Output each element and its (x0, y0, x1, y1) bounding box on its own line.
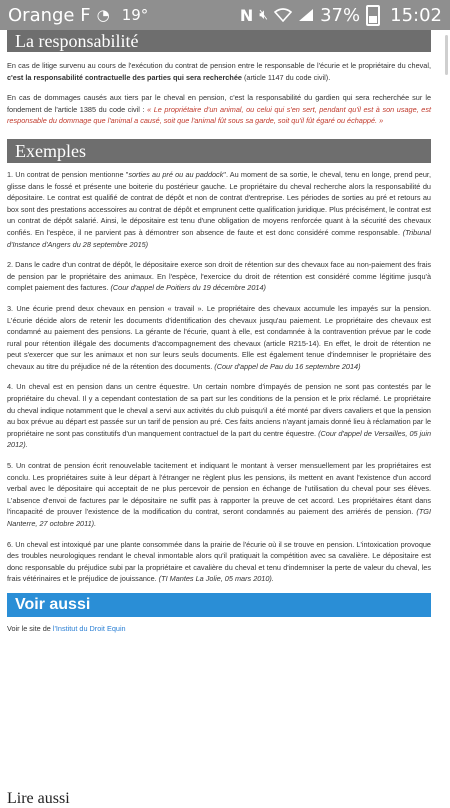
clock: 15:02 (390, 4, 442, 26)
paragraph: En cas de litige survenu au cours de l'exécution du contrat de pension entre le responsable de l'écurie et le propriétaire du cheval, c'est la responsabilité contractuelle des parties qui sera recherchée (article 1147 du code civil). (7, 61, 431, 82)
status-bar (0, 0, 450, 30)
see-also-paragraph: Voir le site de l'Institut du Droit Equin (7, 623, 126, 633)
next-heading: Lire aussi (7, 790, 70, 807)
example-4: 4. Un cheval est en pension dans un centre équestre. Un certain nombre d'impayés de pension ne sont pas contestés par le propriétaire du cheval. Il y a cependant contestation de sa part sur les conditions de la pension et le prix réclamé. Le propriétaire du cheval indique notamment que le cheval a servi aux activités du club puisqu'il a été monté par divers cavaliers et que la pension au box prévue au départ est passée sur un tarif de pension au pré. Ces faits anciens n'ayant jamais donné lieu à réclamation par le propriétaire ne sont pas constitutifs d'un manquement contractuel de la part du centre équestre. (Cour d'appel de Versailles, 05 juin 2012). (7, 382, 431, 450)
example-1: 1. Un contrat de pension mentionne "sorties au pré ou au paddock". Au moment de sa sortie, le cheval, tenu en longe, prend peur, glisse dans le fossé et présente une boiterie du postérieur gauche. Le propriétaire du cheval recherche alors la responsabilité du dépositaire. Le contrat est qualifié de contrat de dépôt et non de contrat d'entreprise. Les périodes de sorties au pré et retours au box sont des prestations accessoires au contrat de dépôt et emprunent cette qualification juridique. Plus précisément, le contrat est un contrat de dépôt salarié. Ainsi, le dépositaire est tenu d'une obligation de moyens renforcée quant à la sécurité des chevaux confiés. En l'espèce, il ne parvient pas à démontrer son absence de faute et est donc considéré comme responsable. (Tribunal d'Instance d'Angers du 28 septembre 2015) (7, 169, 431, 249)
signal-icon (298, 8, 314, 22)
scrollbar[interactable] (445, 35, 448, 75)
carrier-label: Orange F (8, 4, 91, 26)
example-2: 2. Dans le cadre d'un contrat de dépôt, le dépositaire exerce son droit de rétention sur des chevaux face au non-paiement des frais de pension par le propriétaire des animaux. En l'espèce, l'exercice du droit de rétention est considéré comme légitime jusqu'à complet paiement des factures. (Cour d'appel de Poitiers du 19 décembre 2014) (7, 260, 431, 293)
wifi-icon (274, 8, 292, 22)
data-saver-icon: ◔ (96, 6, 110, 24)
section-heading-voir-aussi: Voir aussi (7, 593, 431, 617)
mute-icon: 🔇︎ (259, 7, 269, 23)
temperature-label: 19° (121, 6, 149, 24)
example-5: 5. Un contrat de pension écrit renouvelable tacitement et indiquant le montant à verser mensuellement par les propriétaires est conclu. Les propriétaires suite à leur départ à l'étranger ne règlent plus les pensions, ils mettent en avant l'existence d'un accord verbal avec le dépositaire qui acceptait de ne plus percevoir de pension en échange de l'utilisation du cheval pour ses élèves. L'absence d'envoi de factures par le dépositaire ne suffit pas à rapporter la preuve de cet accord. Les propriétaires étant dans l'incapacité de prouver l'existence de la modification du contrat, seront condamnés au paiement des arriérés de pension. (TGI Nanterre, 27 octobre 2011). (7, 461, 431, 528)
battery-icon (366, 5, 380, 26)
institut-droit-equin-link[interactable]: l'Institut du Droit Equin (52, 623, 126, 633)
nfc-icon: N (239, 5, 254, 25)
paragraph: En cas de dommages causés aux tiers par le cheval en pension, c'est la responsabilité du gardien qui sera recherchée sur le fondement de l'article 1385 du code civil : « Le propriétaire d'un animal, ou celui qui s'en sert, pendant qu'il est à son usage, est responsable du dommage que l'animal a causé, soit que l'animal fût sous sa garde, soit qu'il fût égaré ou échappé. » (7, 93, 432, 126)
article-content (7, 30, 431, 635)
section-heading-exemples: Exemples (7, 139, 431, 163)
section-heading-responsabilite: La responsabilité (7, 30, 431, 52)
battery-percent: 37% (320, 4, 361, 26)
example-6: 6. Un cheval est intoxiqué par une plante consommée dans la prairie de l'écurie où il se trouve en pension. L'intoxication provoque des troubles neurologiques rendant le cheval inmontable alors qu'il pratiquait la compétition avec sa cavalière. Le dépositaire est donc responsable du préjudice subi par la propriétaire et cavalière du cheval et tenu d'indemniser la perte de valeur du cheval, les frais vétérinaires et le préjudice de jouissance. (TI Mantes La Jolie, 05 mars 2010). (7, 539, 431, 584)
example-3: 3. Une écurie prend deux chevaux en pension « travail ». Le propriétaire des chevaux accumule les impayés sur la pension. L'écurie décide alors de retenir les documents d'identification des chevaux jusqu'au paiement. Le propriétaire des chevaux est condamné au paiement des pensions. La gérante de l'écurie, quant à elle, est condamnée à la contravention prévue par le code rural pour rétention illégale des documents d'accompagnement des chevaux (article R215-14). En effet, le droit de rétention ne peut s'exercer que sur les animaux et non sur leurs seuls documents. Elle est également tenue d'indemniser le propriétaire des chevaux au titre du préjudice né de la rétention des documents. (Cour d'appel de Pau du 16 septembre 2014) (7, 303, 431, 371)
